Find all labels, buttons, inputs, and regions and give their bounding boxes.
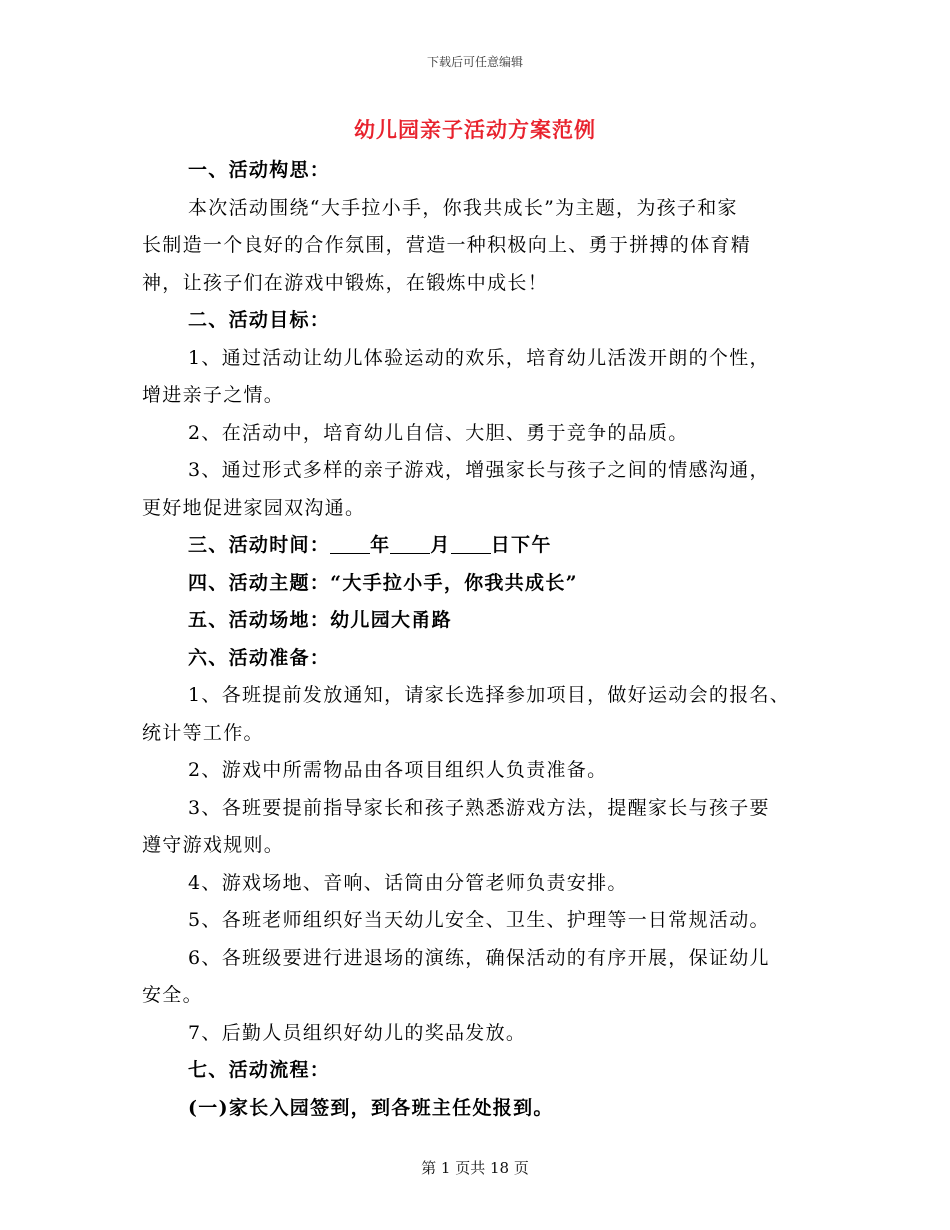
month-label: 月 [430,534,451,556]
section-heading-1: 一、活动构思： [188,159,331,181]
list-item-continuation: 遵守游戏规则。 [142,834,285,856]
paragraph-line: 长制造一个良好的合作氛围，营造一种积极向上、勇于拼搏的体育精 [142,234,752,256]
section-heading-2: 二、活动目标： [188,309,331,331]
list-item: 2、游戏中所需物品由各项目组织人负责准备。 [188,759,608,781]
paragraph-line: 神，让孩子们在游戏中锻炼，在锻炼中成长！ [142,271,549,294]
day-label: 日下午 [490,534,552,556]
year-blank [330,534,370,554]
page-number: 第 1 页共 18 页 [421,1159,529,1177]
list-item: 1、通过活动让幼儿体验运动的欢乐，培育幼儿活泼开朗的个性， [188,346,770,369]
list-item: 4、游戏场地、音响、话筒由分管老师负责安排。 [188,871,628,894]
section-heading-6: 六、活动准备： [188,646,331,669]
document-title: 幼儿园亲子活动方案范例 [354,117,596,142]
list-item: 5、各班老师组织好当天幼儿安全、卫生、护理等一日常规活动。 [188,909,770,931]
list-item-continuation: 增进亲子之情。 [142,384,285,406]
section-heading-3 [142,527,822,565]
day-blank [451,534,491,554]
paragraph-line: 本次活动围绕“大手拉小手，你我共成长”为主题，为孩子和家 [188,196,738,219]
list-item-continuation: 更好地促进家园双沟通。 [142,496,366,519]
list-item: 3、各班要提前指导家长和孩子熟悉游戏方法，提醒家长与孩子要 [188,796,770,819]
list-item: 7、后勤人员组织好幼儿的奖品发放。 [188,1021,527,1044]
section-heading-4: 四、活动主题：“大手拉小手，你我共成长” [188,571,578,594]
header-note: 下载后可任意编辑 [426,55,523,69]
month-blank [390,534,430,554]
section-heading-7: 七、活动流程： [188,1059,331,1081]
list-item: 3、通过形式多样的亲子游戏，增强家长与孩子之间的情感沟通， [188,459,770,481]
list-item: 6、各班级要进行进退场的演练，确保活动的有序开展，保证幼儿 [188,946,770,969]
list-item: 2、在活动中，培育幼儿自信、大胆、勇于竞争的品质。 [188,421,689,444]
section-heading-5: 五、活动场地：幼儿园大甬路 [188,609,452,631]
document-body [142,152,822,1127]
list-item-continuation: 安全。 [142,984,203,1006]
list-item-continuation: 统计等工作。 [142,721,264,744]
year-label: 年 [370,534,391,556]
time-label: 三、活动时间： [188,534,331,556]
list-item: 1、各班提前发放通知，请家长选择参加项目，做好运动会的报名、 [188,684,791,706]
sub-heading: (一)家长入园签到，到各班主任处报到。 [188,1096,554,1119]
